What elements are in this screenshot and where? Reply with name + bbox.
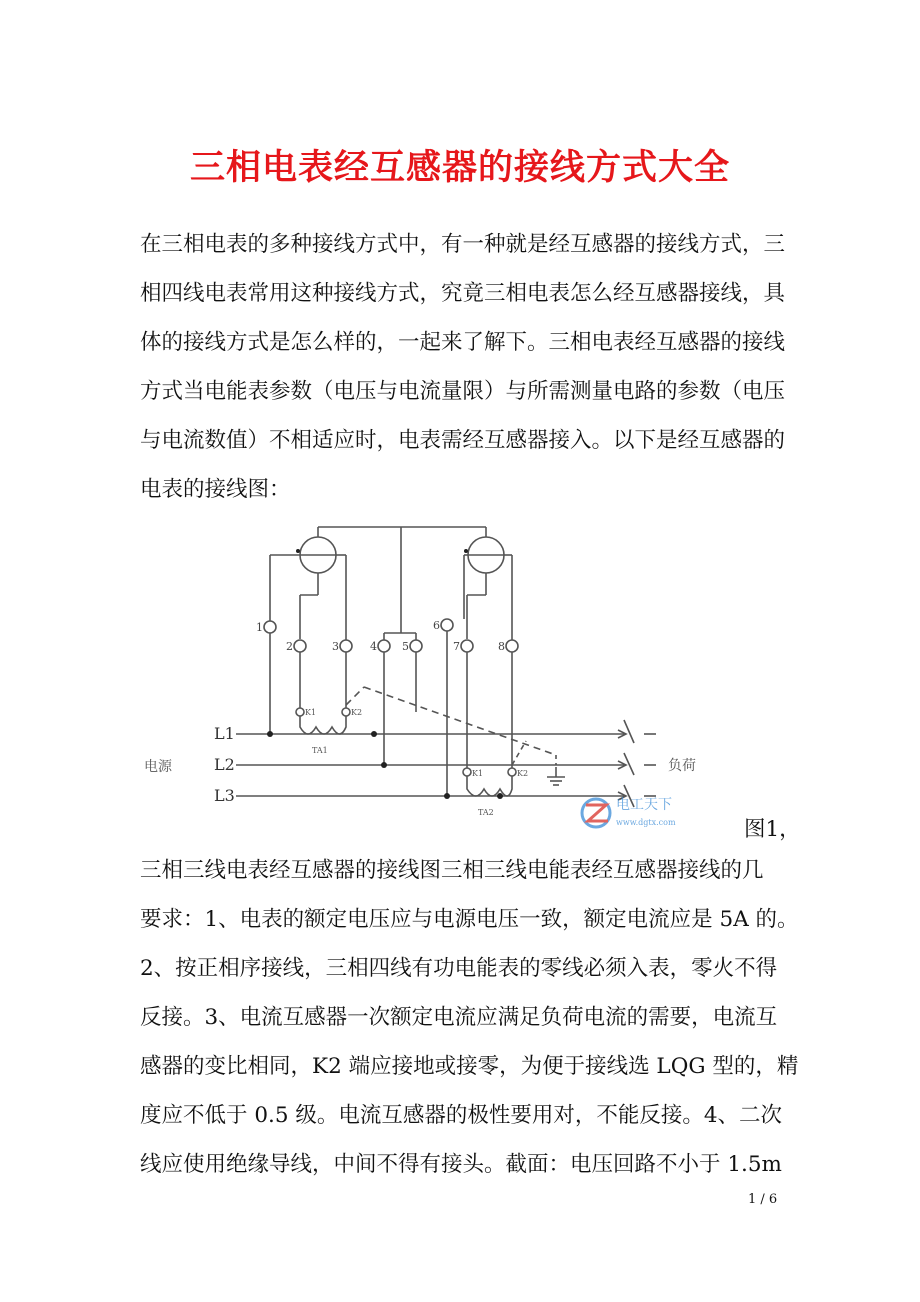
paragraph-line: 度应不低于 0.5 级。电流互感器的极性要用对，不能反接。4、二次: [140, 1103, 783, 1128]
paragraph-line: 2、按正相序接线，三相四线有功电能表的零线必须入表，零火不得: [140, 956, 778, 981]
watermark-logo: [582, 796, 676, 827]
terminal-8: [506, 640, 518, 652]
terminal-label: 1: [256, 621, 263, 634]
figure-caption: 图1，: [744, 817, 801, 842]
terminal-label: 3: [332, 640, 339, 653]
paragraph-line: 体的接线方式是怎么样的，一起来了解下。三相电表经互感器的接线: [140, 330, 786, 355]
line-label-l2: L2: [214, 755, 235, 774]
line-label-l1: L1: [214, 724, 235, 743]
ta2-label: TA2: [478, 808, 494, 817]
requirements-paragraph: [140, 846, 800, 1189]
line-label-l3: L3: [214, 786, 235, 805]
paragraph-line: 相四线电表常用这种接线方式，究竟三相电表怎么经互感器接线，具: [140, 281, 786, 306]
watermark-text: 电工天下: [616, 797, 672, 813]
k2-label: K2: [351, 708, 363, 717]
terminal-3: [340, 640, 352, 652]
terminal-7: [461, 640, 473, 652]
paragraph-line: 反接。3、电流互感器一次额定电流应满足负荷电流的需要，电流互: [140, 1005, 778, 1030]
ta1-label: TA1: [312, 746, 328, 755]
paragraph-line: 要求：1、电表的额定电压应与电源电压一致，额定电流应是 5A 的。: [140, 907, 799, 932]
k2-label: K2: [517, 769, 529, 778]
terminal-6: [441, 619, 453, 631]
paragraph-line: 与电流数值）不相适应时，电表需经互感器接入。以下是经互感器的: [140, 428, 786, 453]
wiring-diagram-svg: [144, 515, 746, 850]
terminal-label: 5: [402, 640, 409, 653]
k1-label: K1: [472, 769, 484, 778]
terminal-label: 6: [433, 619, 440, 632]
terminal-label: 4: [370, 640, 377, 653]
paragraph-line: 在三相电表的多种接线方式中，有一种就是经互感器的接线方式，三: [140, 232, 786, 257]
terminal-2: [294, 640, 306, 652]
wiring-diagram: [144, 515, 746, 850]
k1-label: K1: [305, 708, 317, 717]
document-title: 三相电表经互感器的接线方式大全: [189, 147, 730, 188]
paragraph-line: 线应使用绝缘导线，中间不得有接头。截面：电压回路不小于 1.5m: [140, 1152, 782, 1177]
source-label: 电源: [144, 759, 172, 775]
terminal-4: [378, 640, 390, 652]
paragraph-line: 方式当电能表参数（电压与电流量限）与所需测量电路的参数（电压: [140, 379, 786, 404]
paragraph-line: 三相三线电表经互感器的接线图三相三线电能表经互感器接线的几: [140, 858, 764, 883]
watermark-url: www.dgtx.com: [616, 818, 676, 827]
terminal-1: [264, 621, 276, 633]
paragraph-line: 电表的接线图：: [140, 477, 291, 502]
load-label: 负荷: [668, 758, 696, 774]
page-number: 1 / 6: [748, 1192, 778, 1207]
terminal-label: 8: [498, 640, 505, 653]
paragraph-line: 感器的变比相同，K2 端应接地或接零，为便于接线选 LQG 型的，精: [140, 1054, 799, 1079]
terminal-label: 2: [286, 640, 293, 653]
terminal-label: 7: [453, 640, 460, 653]
terminal-5: [410, 640, 422, 652]
intro-paragraph: [140, 220, 800, 514]
